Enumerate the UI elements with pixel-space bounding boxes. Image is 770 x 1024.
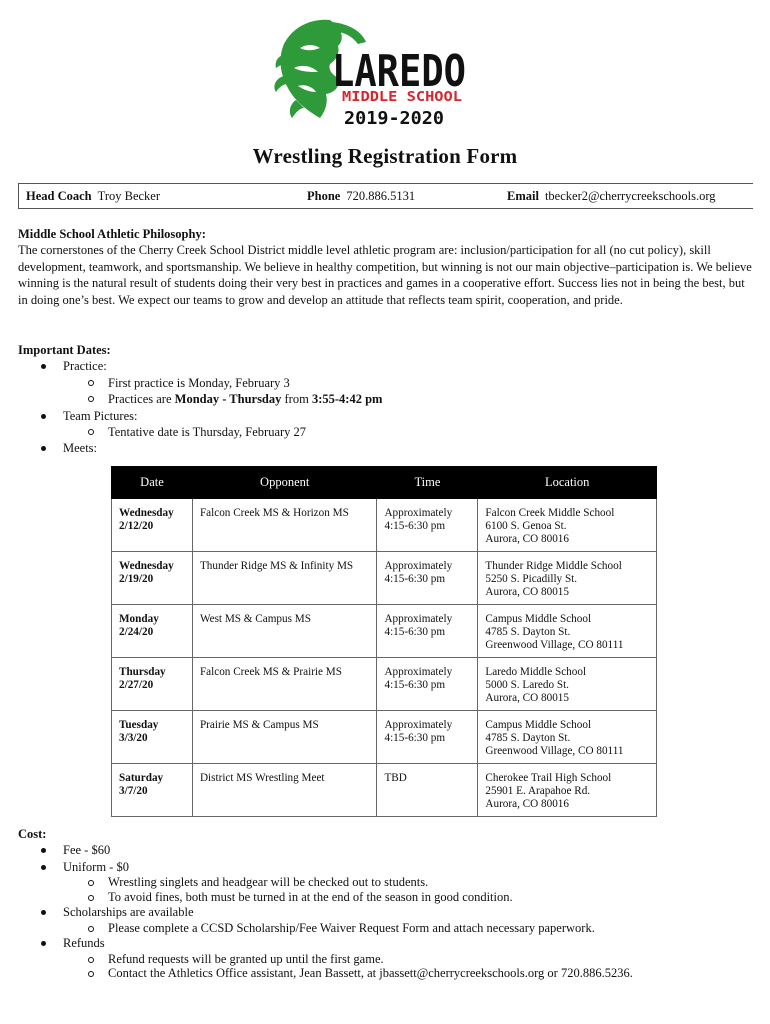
meet-location xyxy=(478,605,657,658)
phone xyxy=(307,184,415,208)
location-line: 5250 S. Picadilly St. xyxy=(485,573,578,585)
table-row xyxy=(112,605,657,658)
time-line: 4:15-6:30 pm xyxy=(384,679,446,691)
form-title: Wrestling Registration Form xyxy=(252,144,518,168)
list-item xyxy=(18,408,752,441)
meet-opponent: District MS Wrestling Meet xyxy=(192,764,377,817)
table-row xyxy=(112,552,657,605)
meet-day: Thursday xyxy=(119,666,166,678)
meet-date-value: 2/19/20 xyxy=(119,573,154,585)
email xyxy=(507,184,716,208)
list-item: Contact the Athletics Office assistant, Jean Bassett, at jbassett@cherrycreekschools.org or 720.886.5236. xyxy=(63,966,752,981)
email-label: Email xyxy=(507,189,539,203)
meet-day: Tuesday xyxy=(119,719,159,731)
meet-opponent: Falcon Creek MS & Horizon MS xyxy=(192,499,377,552)
time-line: 4:15-6:30 pm xyxy=(384,573,446,585)
phone-number: 720.886.5131 xyxy=(346,189,416,203)
contact-row xyxy=(18,183,753,209)
table-row xyxy=(112,658,657,711)
meet-time xyxy=(377,711,478,764)
list-item: Tentative date is Thursday, February 27 xyxy=(63,424,752,440)
list-item xyxy=(18,859,752,905)
location-line: 4785 S. Dayton St. xyxy=(485,732,571,744)
phone-label: Phone xyxy=(307,189,341,203)
practice-label: Practice: xyxy=(63,359,107,374)
philosophy-heading: Middle School Athletic Philosophy: xyxy=(18,227,206,241)
meet-date-value: 2/24/20 xyxy=(119,626,154,638)
meet-date-value: 3/3/20 xyxy=(119,732,148,744)
meet-day: Wednesday xyxy=(119,507,174,519)
meet-opponent: Prairie MS & Campus MS xyxy=(192,711,377,764)
time-line: Approximately xyxy=(384,507,453,519)
practice-time: 3:55-4:42 pm xyxy=(311,392,383,407)
location-line: 6100 S. Genoa St. xyxy=(485,520,567,532)
coach-label: Head Coach xyxy=(26,189,92,203)
header-opponent: Opponent xyxy=(192,467,377,499)
meet-location xyxy=(478,711,657,764)
meet-time xyxy=(377,658,478,711)
meet-location xyxy=(478,499,657,552)
table-row xyxy=(112,499,657,552)
header-time: Time xyxy=(377,467,478,499)
important-dates xyxy=(18,342,752,457)
location-line: Greenwood Village, CO 80111 xyxy=(485,745,624,757)
logo-subtitle: MIDDLE SCHOOL xyxy=(342,90,463,105)
time-line: Approximately xyxy=(384,613,453,625)
meet-time xyxy=(377,499,478,552)
location-line: 25901 E. Arapahoe Rd. xyxy=(485,785,591,797)
list-item xyxy=(18,358,752,407)
meet-date xyxy=(112,658,193,711)
lion-logo-graphic xyxy=(270,14,470,132)
meet-time xyxy=(377,764,478,817)
location-line: Aurora, CO 80016 xyxy=(485,798,569,810)
email-address: tbecker2@cherrycreekschools.org xyxy=(544,189,716,203)
practice-days-mid: from xyxy=(281,392,312,407)
list-item xyxy=(18,935,752,981)
scholarships-label: Scholarships are available xyxy=(63,905,194,920)
list-item: To avoid fines, both must be turned in at the end of the season in good condition. xyxy=(63,890,752,905)
location-line: Cherokee Trail High School xyxy=(485,772,612,784)
athletic-philosophy xyxy=(18,226,752,308)
meet-opponent: Thunder Ridge MS & Infinity MS xyxy=(192,552,377,605)
location-line: 4785 S. Dayton St. xyxy=(485,626,571,638)
meet-date-value: 2/27/20 xyxy=(119,679,154,691)
meet-time xyxy=(377,605,478,658)
list-item: Fee - $60 xyxy=(18,842,752,858)
coach-name: Troy Becker xyxy=(97,189,161,203)
list-item: Refund requests will be granted up until the first game. xyxy=(63,952,752,967)
meet-day: Wednesday xyxy=(119,560,174,572)
location-line: Aurora, CO 80016 xyxy=(485,533,569,545)
table-row xyxy=(112,764,657,817)
time-line: Approximately xyxy=(384,719,453,731)
location-line: Thunder Ridge Middle School xyxy=(485,560,622,572)
cost-section xyxy=(18,826,752,981)
list-item xyxy=(18,440,752,456)
location-line: Campus Middle School xyxy=(485,719,592,731)
time-line: Approximately xyxy=(384,560,453,572)
meet-date xyxy=(112,499,193,552)
location-line: Campus Middle School xyxy=(485,613,592,625)
uniform-label: Uniform - $0 xyxy=(63,859,129,874)
location-line: Aurora, CO 80015 xyxy=(485,586,569,598)
pictures-label: Team Pictures: xyxy=(63,408,138,423)
meet-time xyxy=(377,552,478,605)
logo-year: 2019-2020 xyxy=(344,108,444,129)
location-line: Greenwood Village, CO 80111 xyxy=(485,639,624,651)
meets-label: Meets: xyxy=(63,441,98,456)
list-item: First practice is Monday, February 3 xyxy=(63,375,752,391)
location-line: Aurora, CO 80015 xyxy=(485,692,569,704)
practice-days: Monday - Thursday xyxy=(174,392,282,407)
time-line: TBD xyxy=(384,772,407,784)
cost-heading: Cost: xyxy=(18,827,47,841)
list-item: Wrestling singlets and headgear will be checked out to students. xyxy=(63,875,752,890)
meet-opponent: West MS & Campus MS xyxy=(192,605,377,658)
time-line: Approximately xyxy=(384,666,453,678)
dates-heading: Important Dates: xyxy=(18,343,111,357)
meet-date-value: 3/7/20 xyxy=(119,785,148,797)
meet-location xyxy=(478,658,657,711)
philosophy-body: The cornerstones of the Cherry Creek School District middle level athletic program are: inclusion/participation for all (no cut policy), skill development, teamwork, and sportsmanship. We believe in healthy competition, but winning is not our main objective–participation is. We believe winning is the natural result of students doing their very best in practices and games in a cooperative effort. Success lies not in being the best, but in doing one’s best. We expect our teams to grow and develop an attitude that reflects team spirit, cooperation, and pride. xyxy=(18,243,752,307)
meet-date xyxy=(112,605,193,658)
meet-day: Saturday xyxy=(119,772,164,784)
practice-days-prefix: Practices are xyxy=(108,392,175,407)
location-line: Laredo Middle School xyxy=(485,666,587,678)
list-item xyxy=(63,391,752,407)
meet-date xyxy=(112,711,193,764)
time-line: 4:15-6:30 pm xyxy=(384,732,446,744)
header-location: Location xyxy=(478,467,657,499)
meet-location xyxy=(478,764,657,817)
meet-date xyxy=(112,764,193,817)
table-header-row xyxy=(112,467,657,499)
table-row xyxy=(112,711,657,764)
meet-location xyxy=(478,552,657,605)
refunds-label: Refunds xyxy=(63,936,105,951)
meet-date xyxy=(112,552,193,605)
meet-date-value: 2/12/20 xyxy=(119,520,154,532)
head-coach xyxy=(26,184,160,208)
list-item: Please complete a CCSD Scholarship/Fee Waiver Request Form and attach necessary paperwork. xyxy=(63,921,752,936)
time-line: 4:15-6:30 pm xyxy=(384,626,446,638)
school-logo xyxy=(270,14,470,132)
meets-table xyxy=(111,466,657,817)
header-date: Date xyxy=(112,467,193,499)
location-line: Falcon Creek Middle School xyxy=(485,507,615,519)
logo-name: LAREDO xyxy=(332,46,466,97)
location-line: 5000 S. Laredo St. xyxy=(485,679,569,691)
meet-day: Monday xyxy=(119,613,159,625)
list-item xyxy=(18,904,752,935)
meet-opponent: Falcon Creek MS & Prairie MS xyxy=(192,658,377,711)
time-line: 4:15-6:30 pm xyxy=(384,520,446,532)
